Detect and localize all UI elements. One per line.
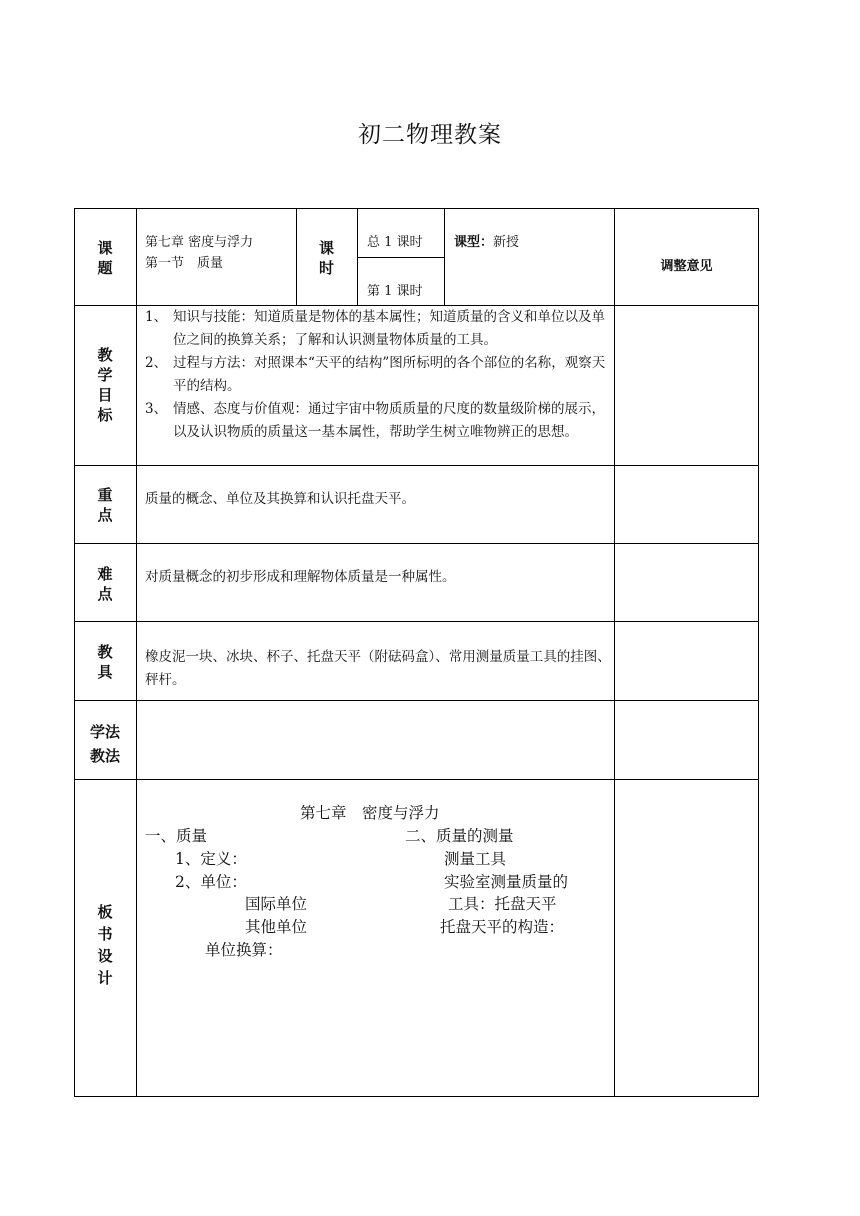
table-border-bottom bbox=[74, 1096, 759, 1097]
row-divider bbox=[74, 779, 759, 780]
tools-text: 橡皮泥一块、冰块、杯子、托盘天平（附砝码盒）、常用测量质量工具的挂图、秤杆。 bbox=[145, 649, 611, 688]
page-title: 初二物理教案 bbox=[358, 122, 502, 148]
board-line: 测量工具 bbox=[444, 850, 507, 868]
objectives-label: 教 学 目 标 bbox=[97, 346, 113, 424]
list-item: 3、 情感、态度与价值观：通过宇宙中物质质量的尺度的数量级阶梯的展示，以及认识物质的质量这一基本属性，帮助学生树立唯物辨正的思想。 bbox=[145, 401, 605, 440]
board-line: 一、质量 bbox=[145, 827, 208, 845]
kexing-label: 课型： bbox=[454, 235, 494, 250]
col-divider bbox=[357, 208, 358, 305]
board-line: 其他单位 bbox=[245, 918, 308, 936]
board-line: 工具：托盘天平 bbox=[448, 895, 557, 913]
board-line: 托盘天平的构造： bbox=[440, 918, 565, 936]
keshi-current: 第 1 课时 bbox=[367, 284, 423, 299]
col-divider bbox=[444, 208, 445, 305]
board-label: 板 书 设 计 bbox=[97, 903, 113, 987]
list-item: 1、 知识与技能：知道质量是物体的基本属性；知道质量的含义和单位以及单位之间的换算关系；了解和认识测量物体质量的工具。 bbox=[145, 309, 605, 348]
keshi-divider bbox=[357, 257, 444, 258]
board-line: 单位换算： bbox=[205, 941, 283, 959]
objectives-list bbox=[145, 306, 611, 444]
keshi-label: 课 时 bbox=[318, 239, 334, 277]
key-points-label: 重 点 bbox=[97, 486, 113, 524]
kexing bbox=[454, 232, 519, 253]
key-points-text: 质量的概念、单位及其换算和认识托盘天平。 bbox=[145, 491, 415, 507]
list-item: 2、 过程与方法：对照课本“天平的结构”图所标明的各个部位的名称，观察天平的结构。 bbox=[145, 355, 606, 394]
methods-label: 学法 教法 bbox=[89, 723, 120, 765]
board-chapter: 第七章 密度与浮力 bbox=[300, 804, 440, 822]
col-divider bbox=[614, 208, 615, 1097]
row-divider bbox=[74, 465, 759, 466]
difficulties-label: 难 点 bbox=[97, 565, 113, 603]
table-border-right bbox=[758, 208, 759, 1097]
board-line: 国际单位 bbox=[245, 895, 308, 913]
tools-label: 教 具 bbox=[97, 643, 113, 681]
keshi-total: 总 1 课时 bbox=[367, 235, 423, 250]
col-divider bbox=[136, 208, 137, 1097]
board-line: 1、定义： bbox=[175, 850, 247, 868]
keti-label: 课 题 bbox=[97, 239, 113, 277]
board-line: 2、单位： bbox=[175, 873, 247, 891]
kexing-value: 新授 bbox=[493, 235, 520, 250]
board-line: 实验室测量质量的 bbox=[444, 873, 569, 891]
table-border-top bbox=[74, 208, 759, 209]
keti-value: 第七章 密度与浮力 第一节 质量 bbox=[145, 235, 254, 271]
row-divider bbox=[74, 543, 759, 544]
difficulties-text: 对质量概念的初步形成和理解物体质量是一种属性。 bbox=[145, 569, 456, 585]
board-line: 二、质量的测量 bbox=[405, 827, 514, 845]
row-divider bbox=[74, 621, 759, 622]
adjust-label: 调整意见 bbox=[660, 259, 713, 274]
row-divider bbox=[74, 700, 759, 701]
